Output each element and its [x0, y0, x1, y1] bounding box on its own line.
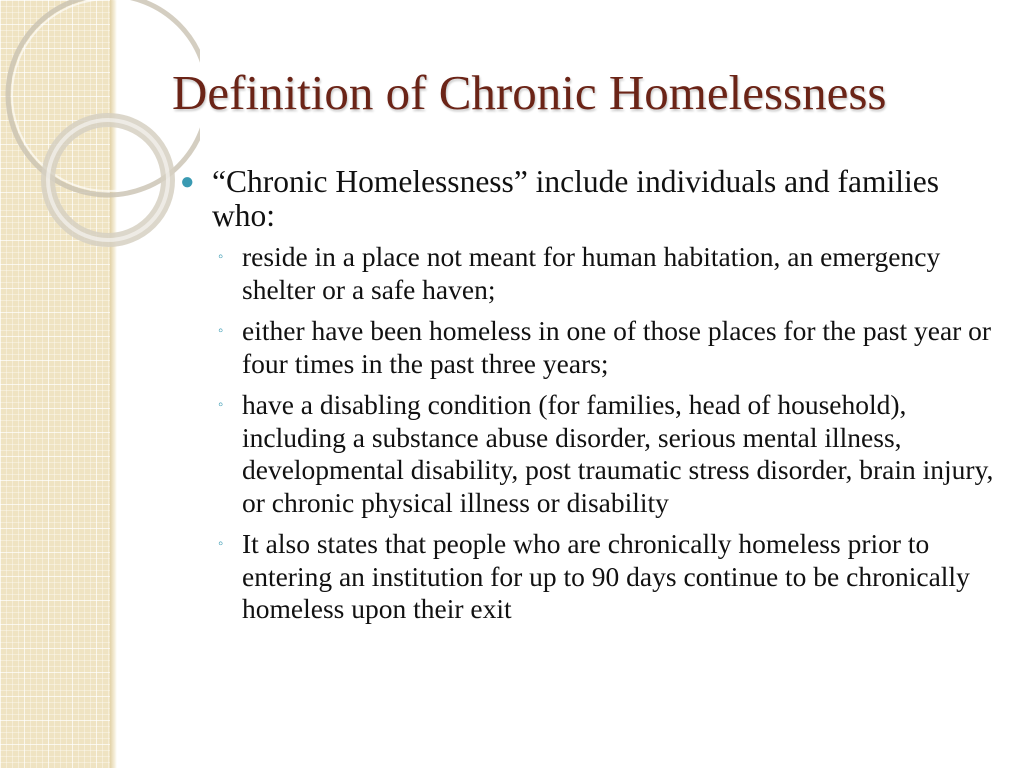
- sub-bullet-item: [180, 528, 1000, 626]
- ring-bullet-icon: ◦: [218, 323, 224, 339]
- sub-bullet-list: [180, 241, 1000, 626]
- bullet-item: [180, 165, 1000, 233]
- sub-bullet-text: It also states that people who are chronically homeless prior to entering an institution for up to 90 days continue to be chronically homeless upon their exit: [242, 528, 970, 624]
- sub-bullet-text: reside in a place not meant for human habitation, an emergency shelter or a safe haven;: [242, 241, 941, 305]
- ring-bullet-icon: ◦: [218, 249, 224, 265]
- decorative-ring-small-highlight: [48, 120, 168, 240]
- sub-bullet-text: either have been homeless in one of those places for the past year or four times in the past three years;: [242, 315, 992, 379]
- bullet-text: “Chronic Homelessness” include individuals and families who:: [212, 164, 939, 233]
- ring-bullet-icon: ◦: [218, 536, 224, 552]
- sub-bullet-item: [180, 389, 1000, 519]
- sub-bullet-text: have a disabling condition (for families, head of household), including a substance abuse disorder, serious mental illness, developmental disability, post traumatic stress disorder, brain injury, or chronic physical illness or disability: [242, 389, 994, 518]
- ring-bullet-icon: ◦: [218, 397, 224, 413]
- sub-bullet-item: [180, 241, 1000, 306]
- slide-content: [180, 165, 1000, 635]
- decorative-rings: [0, 0, 200, 280]
- slide-title: Definition of Chronic Homelessness: [172, 65, 887, 120]
- bullet-dot-icon: ●: [180, 169, 195, 195]
- sub-bullet-item: [180, 315, 1000, 380]
